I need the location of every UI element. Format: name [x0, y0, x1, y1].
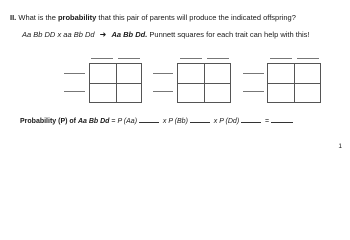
square1-divider-h — [90, 83, 141, 84]
probability-genotype: Aa Bb Dd — [77, 118, 110, 125]
probability-term-bb: x P (Bb) — [162, 118, 188, 125]
hint-text: Punnett squares for each trait can help with this! — [149, 30, 310, 39]
probability-equation — [20, 118, 293, 125]
parent2-genotype: aa Bb Dd — [63, 30, 95, 39]
parent1-genotype: Aa Bb DD — [22, 30, 56, 39]
question-text — [10, 13, 296, 22]
cross-times: x — [57, 30, 62, 39]
offspring-genotype: Aa Bb Dd. — [111, 30, 148, 39]
square3-side-blank-top[interactable] — [243, 73, 264, 74]
punnett-square-3 — [267, 63, 321, 103]
square2-side-blank-bottom[interactable] — [153, 91, 173, 92]
punnett-square-2 — [177, 63, 231, 103]
square1-side-blank-bottom[interactable] — [64, 91, 85, 92]
square2-top-blank-right[interactable] — [207, 58, 229, 59]
arrow-icon: ➜ — [99, 30, 107, 39]
blank-p-bb[interactable] — [190, 122, 210, 123]
probability-equals: = — [111, 118, 116, 125]
probability-term-aa: P (Aa) — [117, 118, 138, 125]
page-number: 1 — [338, 143, 342, 150]
square1-top-blank-right[interactable] — [118, 58, 140, 59]
probability-equals-final: = — [265, 118, 270, 125]
square1-top-blank-left[interactable] — [91, 58, 113, 59]
square3-side-blank-bottom[interactable] — [243, 91, 264, 92]
question-text-pre: What is the — [18, 13, 56, 22]
square3-divider-h — [268, 83, 320, 84]
square1-side-blank-top[interactable] — [64, 73, 85, 74]
cross-line — [22, 30, 310, 39]
square2-divider-h — [178, 83, 230, 84]
square2-side-blank-top[interactable] — [153, 73, 173, 74]
blank-p-total[interactable] — [271, 122, 293, 123]
probability-term-dd: x P (Dd) — [213, 118, 240, 125]
square3-top-blank-left[interactable] — [270, 58, 292, 59]
square2-top-blank-left[interactable] — [180, 58, 202, 59]
question-emphasis: probability — [57, 13, 97, 22]
blank-p-aa[interactable] — [139, 122, 159, 123]
probability-label: Probability (P) of — [20, 118, 76, 125]
blank-p-dd[interactable] — [241, 122, 261, 123]
question-text-post: that this pair of parents will produce the indicated offspring? — [98, 13, 296, 22]
square3-top-blank-right[interactable] — [297, 58, 319, 59]
punnett-square-1 — [89, 63, 142, 103]
question-number: II. — [10, 13, 17, 22]
